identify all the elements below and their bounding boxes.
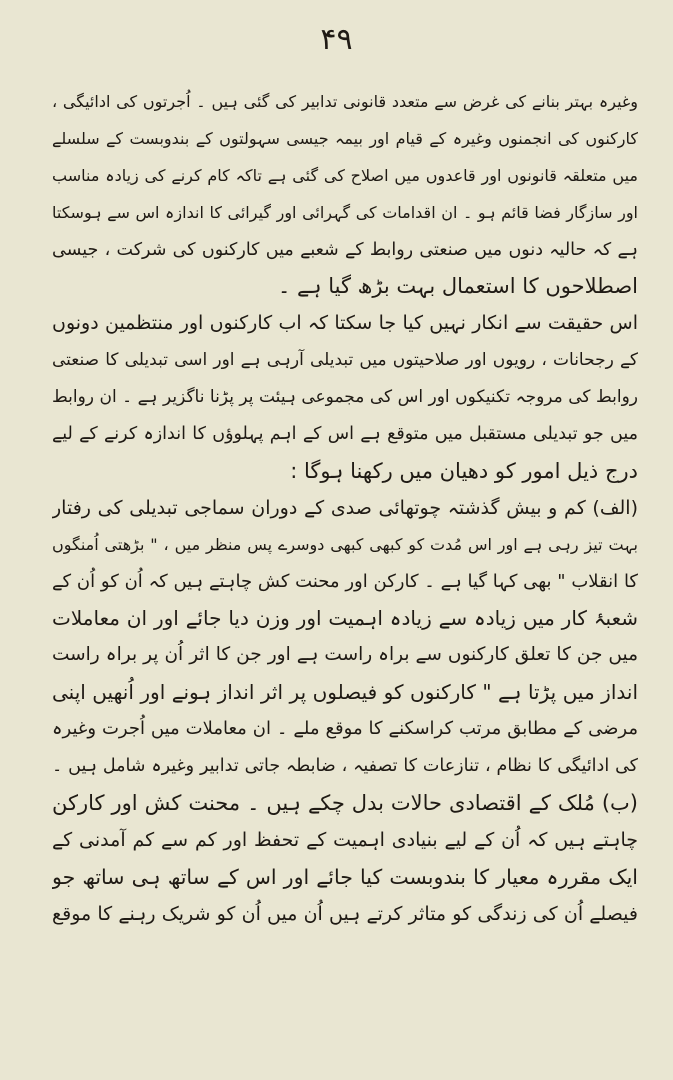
text-line: (الف) کم و بیش گذشتہ چوتھائی صدی کے دوران سماجی تبدیلی کی رفتار bbox=[52, 496, 638, 519]
text-line: انداز میں پڑتا ہے " کارکنوں کو فیصلوں پر اثر انداز ہونے اور اُنھیں اپنی bbox=[52, 680, 638, 705]
text-line: درج ذیل امور کو دھیان میں رکھنا ہوگا : bbox=[290, 458, 638, 483]
text-line: ہے کہ حالیہ دنوں میں صنعتی روابط کے شعبے میں کارکنوں کی شرکت ، جیسی bbox=[52, 239, 638, 260]
text-line: ایک مقررہ معیار کا بندوبست کیا جائے اور اس کے ساتھ ہی ساتھ جو bbox=[52, 864, 638, 889]
text-line: شعبۂ کار میں زیادہ سے زیادہ اہمیت اور وزن دیا جائے اور ان معاملات bbox=[52, 606, 638, 631]
text-line: میں جن کا تعلق کارکنوں سے براہ راست ہے اور جن کا اثر اُن پر براہ راست bbox=[52, 644, 638, 666]
text-line: فیصلے اُن کی زندگی کو متاثر کرتے ہیں اُن میں اُن کو شریک رہنے کا موقع bbox=[52, 902, 638, 925]
page-number: ۴۹ bbox=[320, 22, 353, 57]
text-line: مرضی کے مطابق مرتب کراسکنے کا موقع ملے ۔ ان معاملات میں اُجرت وغیرہ bbox=[52, 718, 638, 740]
text-line: چاہتے ہیں کہ اُن کے لیے بنیادی اہمیت کے تحفظ اور کم سے کم آمدنی کے bbox=[52, 828, 638, 851]
text-line: میں جو تبدیلی مستقبل میں متوقع ہے اس کے اہم پہلوؤں کا اندازہ کرنے کے لیے bbox=[52, 424, 638, 445]
text-line: اور سازگار فضا قائم ہو ۔ ان اقدامات کی گہرائی اور گیرائی کا اندازہ اس سے ہوسکتا bbox=[52, 202, 638, 222]
text-line: کارکنوں کی انجمنوں وغیرہ کے قیام اور بیمہ جیسی سہولتوں کے بندوبست کے سلسلے bbox=[52, 128, 638, 148]
text-line: کا انقلاب " بھی کہا گیا ہے ۔ کارکن اور محنت کش چاہتے ہیں کہ اُن کو اُن کے bbox=[52, 570, 638, 592]
text-line: بہت تیز رہی ہے اور اس مُدت کو کبھی کبھی دوسرے پس منظر میں ، " بڑھتی اُمنگوں bbox=[52, 534, 638, 554]
text-line: اصطلاحوں کا استعمال بہت بڑھ گیا ہے ۔ bbox=[277, 274, 638, 299]
text-line: اس حقیقت سے انکار نہیں کیا جا سکتا کہ اب کارکنوں اور منتظمین دونوں bbox=[52, 312, 638, 335]
text-line: (ب) مُلک کے اقتصادی حالات بدل چکے ہیں ۔ محنت کش اور کارکن bbox=[52, 790, 638, 815]
text-line: وغیرہ بہتر بنانے کی غرض سے متعدد قانونی تدابیر کی گئی ہیں ۔ اُجرتوں کی ادائیگی ، bbox=[52, 92, 638, 111]
body-text bbox=[52, 84, 638, 932]
text-line: کے رجحانات ، رویوں اور صلاحیتوں میں تبدیلی آرہی ہے اور اسی تبدیلی کا صنعتی bbox=[52, 350, 638, 371]
text-line: روابط کی مروجہ تکنیکوں اور اس کی مجموعی ہیئت پر پڑنا ناگزیر ہے ۔ ان روابط bbox=[52, 387, 638, 408]
text-line: کی ادائیگی کا نظام ، تنازعات کا تصفیہ ، ضابطہ جاتی تدابیر وغیرہ شامل ہیں ۔ bbox=[52, 756, 638, 777]
text-line: میں متعلقہ قانونوں اور قاعدوں میں اصلاح کی گئی ہے تاکہ کام کرنے کی زیادہ مناسب bbox=[52, 165, 638, 185]
